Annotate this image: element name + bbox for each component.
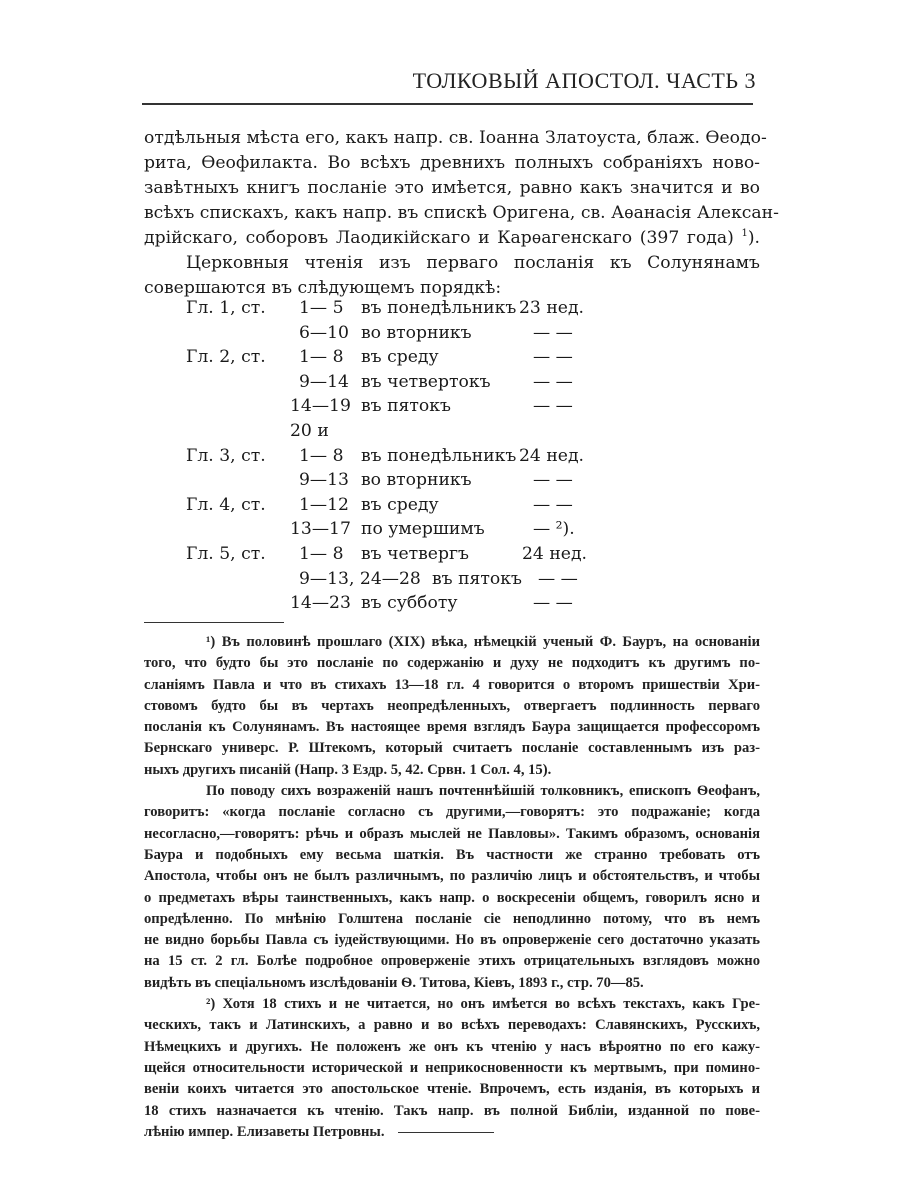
day: во вторникъ xyxy=(361,470,472,491)
verses: 13—17 xyxy=(290,519,351,540)
footnote-2 xyxy=(144,994,760,1143)
day: во вторникъ xyxy=(361,322,472,343)
footnote-ref-1[interactable]: 1 xyxy=(741,228,748,239)
verses: 6—10 xyxy=(299,322,349,343)
text-line: лѣнію импер. Елизаветы Петровны. xyxy=(144,1123,385,1140)
week: — — xyxy=(533,593,573,614)
day: въ среду xyxy=(361,494,439,515)
paragraph-readings-intro xyxy=(144,251,760,301)
verses: 1— 5 xyxy=(299,298,344,318)
text-line: о предметахъ вѣры таинственныхъ, какъ напр. о воскресеніи общемъ, говорилъ ясно и xyxy=(144,889,760,906)
text-line: совершаются въ слѣдующемъ порядкѣ: xyxy=(144,278,502,298)
verses: 1—12 xyxy=(299,494,349,515)
day: въ пятокъ xyxy=(361,396,451,417)
chapter: Гл. 5, ст. xyxy=(186,543,266,564)
text-line-last xyxy=(144,226,760,251)
verses: 1— 8 xyxy=(299,445,344,466)
text-line: сланіямъ Павла и что въ стихахъ 13—18 гл. 4 говорится о второмъ пришествіи Хри- xyxy=(144,676,760,693)
verses: 9—14 xyxy=(299,371,349,392)
main-text xyxy=(144,126,779,301)
text-line: рита, Ѳеофилакта. Во всѣхъ древнихъ полныхъ собраніяхъ ново- xyxy=(144,153,760,173)
footnotes xyxy=(144,632,760,1143)
text-line: Бернскаго универс. Р. Штекомъ, который считаетъ посланіе составленнымъ изъ раз- xyxy=(144,740,760,757)
text-line: ческихъ, такъ и Латинскихъ, а равно и во всѣхъ переводахъ: Славянскихъ, Русскихъ, xyxy=(144,1017,760,1034)
verses: 20 и xyxy=(290,420,329,441)
text-line: 18 стихъ назначается къ чтенію. Такъ напр. въ полной Библіи, изданной по пове- xyxy=(144,1102,760,1119)
day: въ среду xyxy=(361,347,439,368)
text-line: щейся относительности исторической и неприкосновенности къ мертвымъ, при помино- xyxy=(144,1059,760,1076)
text-line: Церковныя чтенія изъ перваго посланія къ Солунянамъ xyxy=(186,253,760,273)
text-line: не видно борьбы Павла съ іудействующими. Но въ опроверженіе сего достаточно указать xyxy=(144,932,760,949)
day: въ четвертокъ xyxy=(361,371,491,392)
running-title: ТОЛКОВЫЙ АПОСТОЛ. ЧАСТЬ 3 xyxy=(412,68,756,93)
verses: 14—23 xyxy=(290,593,351,614)
footnote-1-continued xyxy=(144,781,760,994)
week: — — xyxy=(533,347,573,368)
text-line: ¹) Въ половинѣ прошлаго (XIX) вѣка, нѣмецкій ученый Ф. Бауръ, на основаніи xyxy=(206,634,760,650)
text-line: видѣть въ спеціальномъ изслѣдованіи Ѳ. Титова, Кіевъ, 1893 г., стр. 70—85. xyxy=(144,974,644,991)
week: — — xyxy=(533,371,573,392)
day: въ понедѣльникъ xyxy=(361,298,517,318)
week: — — xyxy=(533,322,573,343)
text-line: По поводу сихъ возраженій нашъ почтеннѣйшій толковникъ, епископъ Ѳеофанъ, xyxy=(206,783,760,800)
week: 23 нед. xyxy=(519,298,585,318)
day: въ субботу xyxy=(361,593,458,614)
verses: 9—13, 24—28 xyxy=(299,568,421,589)
week: 24 нед. xyxy=(522,543,588,564)
week: — — xyxy=(533,494,573,515)
text-line: того, что будто бы это посланіе по содержанію и духу не подходитъ къ другимъ по- xyxy=(144,655,760,672)
verses: 14—19 xyxy=(290,396,351,417)
verses: 1— 8 xyxy=(299,347,344,368)
week: — ²). xyxy=(533,519,575,540)
text-line: посланія къ Солунянамъ. Въ настоящее время взглядъ Баура защищается профессоромъ xyxy=(144,719,760,736)
day: въ четвергъ xyxy=(361,543,469,564)
verses: 9—13 xyxy=(299,470,349,491)
text-line: Баура и подобныхъ ему весьма шаткія. Въ частности же странно требовать отъ xyxy=(144,846,760,863)
week: — — xyxy=(533,396,573,417)
text-line: всѣхъ спискахъ, какъ напр. въ спискѣ Оригена, св. Аѳанасія Алексан- xyxy=(144,203,779,223)
header-divider xyxy=(142,103,753,105)
footnote-1 xyxy=(144,632,760,781)
punctuation: ). xyxy=(747,228,760,248)
week: 24 нед. xyxy=(519,445,585,466)
paragraph-canon xyxy=(144,126,779,251)
text-line: ныхъ другихъ писаній (Напр. 3 Ездр. 5, 42. Срвн. 1 Сол. 4, 15). xyxy=(144,761,552,778)
week: — — xyxy=(533,470,573,491)
end-rule xyxy=(398,1132,494,1133)
text-line: говоритъ: «когда посланіе согласно съ другими,—говорятъ: это подражаніе; когда xyxy=(144,804,760,821)
chapter: Гл. 1, ст. xyxy=(186,298,266,318)
chapter: Гл. 4, ст. xyxy=(186,494,266,515)
footnote-separator xyxy=(144,622,284,623)
text-line: завѣтныхъ книгъ посланіе это имѣется, равно какъ значится и во xyxy=(144,178,760,198)
chapter: Гл. 2, ст. xyxy=(186,347,266,368)
day: въ пятокъ xyxy=(432,568,522,589)
day: въ понедѣльникъ xyxy=(361,445,517,466)
text-line: несогласно,—говорятъ: рѣчь и образъ мыслей не Павловы». Такимъ образомъ, основанія xyxy=(144,825,760,842)
text-line: на 15 ст. 2 гл. Болѣе подробное опроверженіе этихъ отрицательныхъ взглядовъ можно xyxy=(144,953,760,970)
text-line: Нѣмецкихъ и другихъ. Не положенъ же онъ къ чтенію у насъ вѣроятно по его кажу- xyxy=(144,1038,760,1055)
text-line: стовомъ будто бы въ чертахъ неопредѣленныхъ, отвергаетъ подлинность перваго xyxy=(144,697,760,714)
text-line: опредѣленно. По мнѣнію Голштена посланіе сіе неподлинно потому, что въ немъ xyxy=(144,910,760,927)
verses: 1— 8 xyxy=(299,543,344,564)
text-line: дрійскаго, соборовъ Лаодикійскаго и Карѳагенскаго (397 года) xyxy=(144,228,734,248)
text-line: Апостола, чтобы онъ не былъ различнымъ, по различію лицъ и обстоятельствъ, и чтобы xyxy=(144,868,760,885)
week: — — xyxy=(538,568,578,589)
chapter: Гл. 3, ст. xyxy=(186,445,266,466)
text-line-last xyxy=(144,1122,760,1143)
text-line: отдѣльныя мѣста его, какъ напр. св. Іоанна Златоуста, блаж. Ѳеодо- xyxy=(144,128,767,148)
text-line: ²) Хотя 18 стихъ и не читается, но онъ имѣется во всѣхъ текстахъ, какъ Гре- xyxy=(206,996,760,1013)
day: по умершимъ xyxy=(361,519,485,540)
text-line: веніи коихъ читается это апостольское чтеніе. Впрочемъ, есть изданія, въ которыхъ и xyxy=(144,1081,760,1098)
